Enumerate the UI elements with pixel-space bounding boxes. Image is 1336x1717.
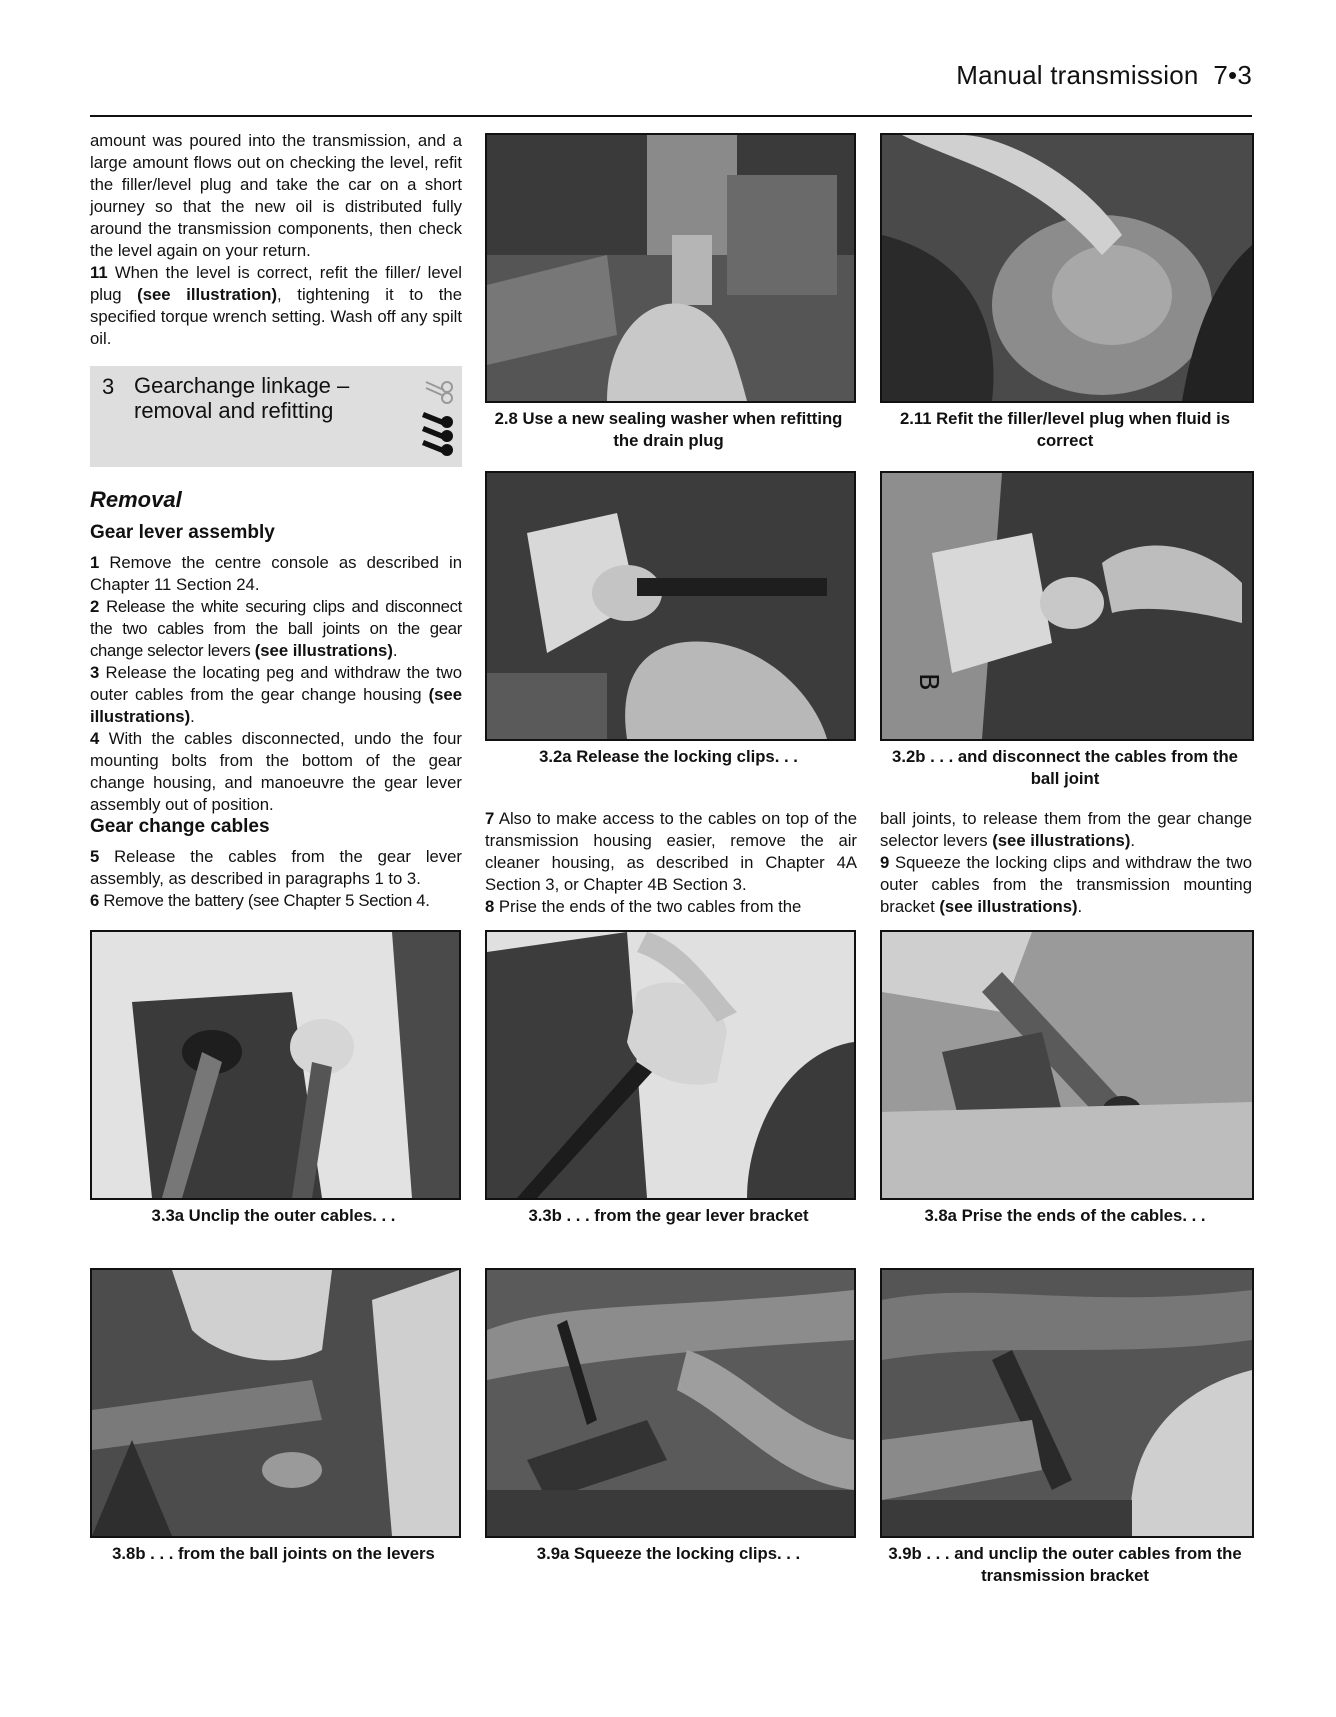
caption-3-8a: 3.8a Prise the ends of the cables. . . — [924, 1206, 1206, 1225]
step-number: 11 — [90, 263, 108, 282]
middle-text — [485, 808, 857, 918]
transmission-bracket-photo — [882, 1270, 1252, 1536]
step-text: Prise the ends of the two cables from the — [494, 897, 802, 916]
photo-3-2a — [485, 471, 856, 741]
step-text: Also to make access to the cables on top of the transmission housing easier, remove the air cleaner housing, as described in Chapter 4A Section 3, or Chapter 4B Section 3. — [485, 809, 857, 894]
section-heading-box — [90, 366, 462, 467]
step-number: 6 — [90, 891, 99, 910]
running-title: Manual transmission 7•3 — [956, 60, 1252, 90]
step-number: 9 — [880, 853, 890, 872]
step-text: . — [190, 707, 195, 726]
caption-3-2a: 3.2a Release the locking clips. . . — [539, 747, 798, 766]
heading-gear-lever-assembly: Gear lever assembly — [90, 522, 275, 543]
paragraph — [90, 262, 462, 350]
ball-joint-photo — [882, 473, 1252, 739]
photo-3-3b — [485, 930, 856, 1200]
illustration-ref: (see illustrations) — [254, 641, 393, 660]
step — [485, 808, 857, 896]
step-text: Release the cables from the gear lever assembly, as described in paragraphs 1 to 3. — [90, 847, 462, 888]
prise-cables-photo — [882, 932, 1252, 1198]
caption-3-9b: 3.9b . . . and unclip the outer cables from the transmission bracket — [888, 1544, 1242, 1585]
step-text: Remove the battery (see Chapter 5 Section 4. — [98, 891, 430, 910]
gear-lever-bracket-photo — [487, 932, 854, 1198]
step — [90, 728, 462, 816]
photo-3-9b — [880, 1268, 1254, 1538]
step — [90, 846, 462, 890]
step-number: 7 — [485, 809, 495, 828]
photo-3-9a — [485, 1268, 856, 1538]
caption-3-3a: 3.3a Unclip the outer cables. . . — [151, 1206, 396, 1225]
photo-3-2b — [880, 471, 1254, 741]
right-text — [880, 808, 1252, 918]
filler-plug-photo — [882, 135, 1252, 401]
step-text: ball joints, to release them from the gear change selector levers — [880, 809, 1252, 850]
step-number: 2 — [90, 597, 100, 616]
section-subtitle: removal and refitting — [134, 398, 334, 423]
step-text: . — [1077, 897, 1083, 916]
step — [90, 552, 462, 596]
removal-steps-5-6 — [90, 846, 462, 912]
locking-clips-photo — [487, 473, 854, 739]
step-number: 8 — [485, 897, 495, 916]
heading-gear-change-cables: Gear change cables — [90, 816, 270, 837]
ball-joints-levers-photo — [92, 1270, 459, 1536]
photo-2-11 — [880, 133, 1254, 403]
header-rule — [90, 115, 1252, 117]
step-text: Release the white securing clips and disconnect the two cables from the ball joints on the gear change selector levers — [90, 597, 462, 660]
step-text: . — [1130, 831, 1136, 850]
photo-3-8b — [90, 1268, 461, 1538]
step — [90, 596, 462, 662]
illustration-ref: (see illustrations) — [992, 831, 1131, 850]
step-number: 5 — [90, 847, 100, 866]
step-number: 1 — [90, 553, 100, 572]
step-text: Release the locating peg and withdraw the two outer cables from the gear change housing — [90, 663, 462, 704]
squeeze-clips-photo — [487, 1270, 854, 1536]
step-text: When the level is correct, refit the filler/ level plug — [90, 263, 462, 304]
step-text: With the cables disconnected, undo the four mounting bolts from the bottom of the gear change housing, and manoeuvre the gear lever assembly out of position. — [90, 729, 462, 814]
step-text: , tightening it to the specified torque wrench setting. Wash off any spilt oil. — [90, 285, 462, 348]
caption-2-11: 2.11 Refit the filler/level plug when fluid is correct — [899, 409, 1231, 450]
page-header — [90, 60, 1252, 116]
photo-label-b: B — [913, 673, 943, 691]
illustration-ref: (see illustrations) — [90, 685, 462, 726]
step-number: 3 — [90, 663, 100, 682]
step — [880, 808, 1252, 852]
step — [90, 662, 462, 728]
caption-3-8b: 3.8b . . . from the ball joints on the levers — [112, 1544, 435, 1563]
step-text: Remove the centre console as described in Chapter 11 Section 24. — [90, 553, 462, 594]
step — [485, 896, 857, 918]
photo-2-8 — [485, 133, 856, 403]
section-number: 3 — [102, 374, 115, 399]
step-text: Squeeze the locking clips and withdraw the two outer cables from the transmission mounting bracket — [880, 853, 1252, 916]
caption-3-2b: 3.2b . . . and disconnect the cables from the ball joint — [892, 747, 1238, 788]
illustration-ref: (see illustrations) — [939, 897, 1078, 916]
step — [880, 852, 1252, 918]
step — [90, 890, 462, 912]
section-title: Gearchange linkage – — [134, 373, 350, 398]
heading-removal: Removal — [90, 487, 182, 512]
step-text: . — [392, 641, 398, 660]
drain-plug-photo — [487, 135, 854, 401]
caption-3-9a: 3.9a Squeeze the locking clips. . . — [536, 1544, 801, 1563]
outer-cables-photo — [92, 932, 459, 1198]
caption-3-3b: 3.3b . . . from the gear lever bracket — [528, 1206, 809, 1225]
caption-2-8: 2.8 Use a new sealing washer when refitting the drain plug — [494, 409, 843, 450]
photo-3-8a — [880, 930, 1254, 1200]
left-intro-text — [90, 130, 462, 350]
difficulty-wrench-icon — [422, 376, 454, 458]
photo-3-3a — [90, 930, 461, 1200]
illustration-ref: (see illustration) — [137, 285, 278, 304]
paragraph: amount was poured into the transmission, and a large amount flows out on checking the level, refit the filler/level plug and take the car on a short journey so that the new oil is distributed fully around the transmission components, then check the level again on your return. — [90, 131, 462, 260]
removal-steps-1-4 — [90, 552, 462, 816]
step-number: 4 — [90, 729, 100, 748]
